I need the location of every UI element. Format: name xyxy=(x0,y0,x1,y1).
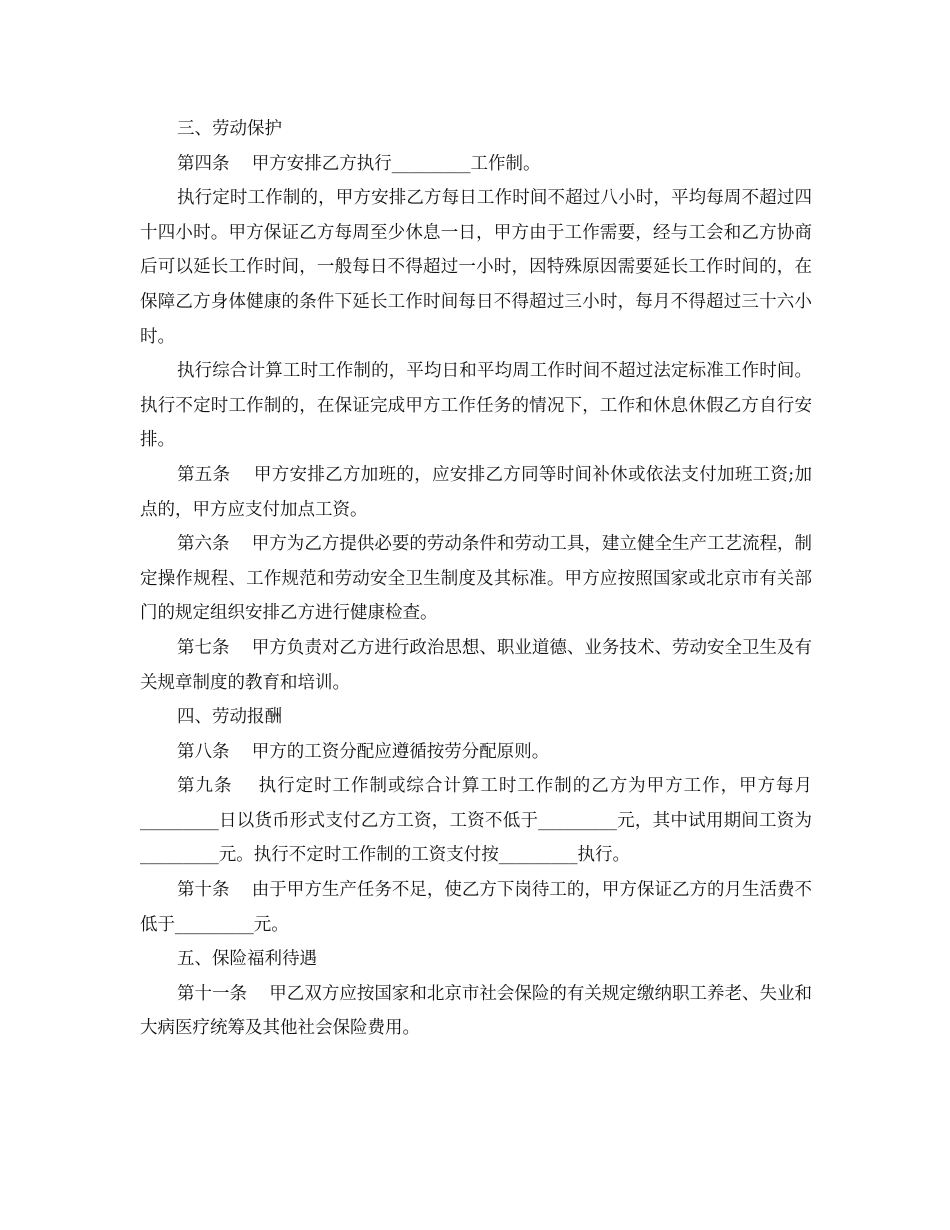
article-8: 第八条 甲方的工资分配应遵循按劳分配原则。 xyxy=(177,741,550,762)
section-heading-insurance-welfare: 五、保险福利待遇 xyxy=(177,949,317,970)
article-10: 第十条 由于甲方生产任务不足，使乙方下岗待工的，甲方保证乙方的月生活费不低于_________元。 xyxy=(140,880,812,935)
article-11: 第十一条 甲乙双方应按国家和北京市社会保险的有关规定缴纳职工养老、失业和大病医疗统筹及其他社会保险费用。 xyxy=(140,983,812,1039)
document-body xyxy=(140,112,812,1046)
section-heading-remuneration: 四、劳动报酬 xyxy=(177,707,282,728)
article-5: 第五条 甲方安排乙方加班的，应安排乙方同等时间补休或依法支付加班工资;加点的，甲方应支付加点工资。 xyxy=(140,464,812,520)
article-7: 第七条 甲方负责对乙方进行政治思想、职业道德、业务技术、劳动安全卫生及有关规章制度的教育和培训。 xyxy=(140,637,812,693)
paragraph-comprehensive-hours: 执行综合计算工时工作制的，平均日和平均周工作时间不超过法定标准工作时间。执行不定时工作制的，在保证完成甲方工作任务的情况下，工作和休息休假乙方自行安排。 xyxy=(140,361,812,451)
article-9: 第九条 执行定时工作制或综合计算工时工作制的乙方为甲方工作，甲方每月_________日以货币形式支付乙方工资，工资不低于_________元，其中试用期间工资为_________元。执行不定时工作制的工资支付按_________执行。 xyxy=(140,776,812,866)
section-heading-labor-protection: 三、劳动保护 xyxy=(177,119,282,139)
article-4: 第四条 甲方安排乙方执行_________工作制。 xyxy=(177,153,541,174)
paragraph-fixed-hours: 执行定时工作制的，甲方安排乙方每日工作时间不超过八小时，平均每周不超过四十四小时。甲方保证乙方每周至少休息一日，甲方由于工作需要，经与工会和乙方协商后可以延长工作时间，一般每日不得超过一小时，因特殊原因需要延长工作时间的，在保障乙方身体健康的条件下延长工作时间每日不得超过三小时，每月不得超过三十六小时。 xyxy=(140,188,812,347)
article-6: 第六条 甲方为乙方提供必要的劳动条件和劳动工具，建立健全生产工艺流程，制定操作规程、工作规范和劳动安全卫生制度及其标准。甲方应按照国家或北京市有关部门的规定组织安排乙方进行健康检查。 xyxy=(140,534,812,624)
